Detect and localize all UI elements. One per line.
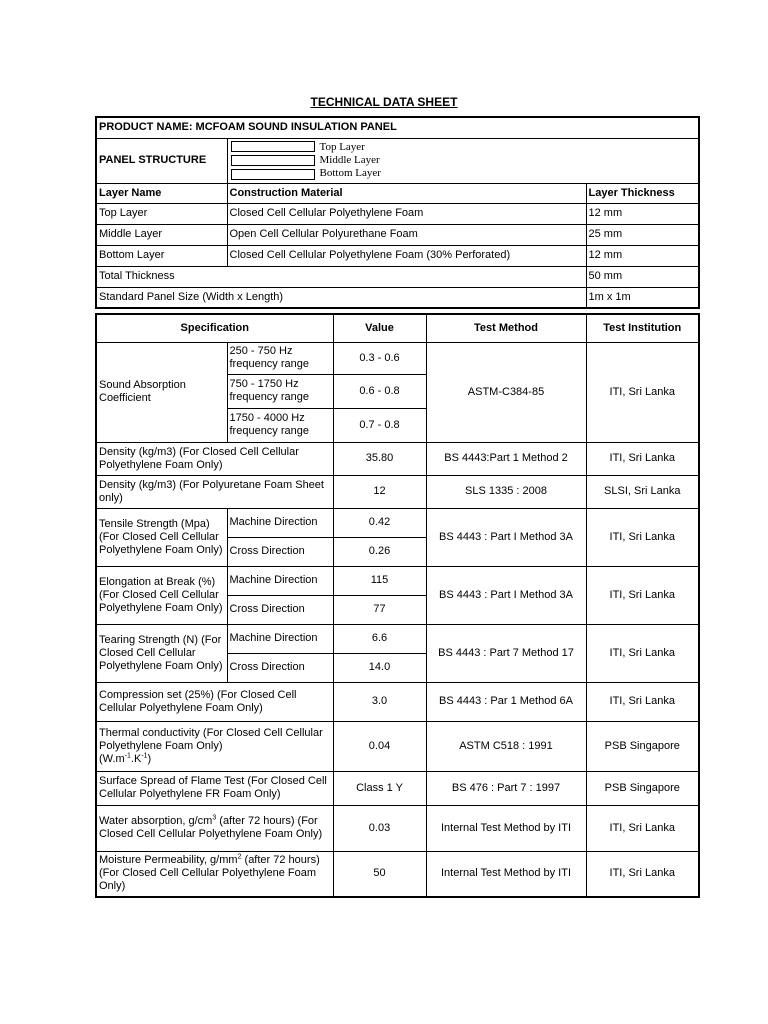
total-thickness-label: Total Thickness xyxy=(96,266,586,287)
spec-test-method: BS 4443 : Par 1 Method 6A xyxy=(426,682,586,721)
spec-test-institution: PSB Singapore xyxy=(586,721,699,771)
tearing-strength-label: Tearing Strength (N) (For Closed Cell Cellular Polyethylene Foam Only) xyxy=(96,624,227,682)
layer-name: Top Layer xyxy=(96,203,227,224)
spec-value: 12 xyxy=(333,475,426,508)
layer-thickness: 12 mm xyxy=(586,245,699,266)
spec-value: 35.80 xyxy=(333,442,426,475)
specification-table xyxy=(95,313,700,898)
spec-test-method: ASTM C518 : 1991 xyxy=(426,721,586,771)
table-row xyxy=(96,475,699,508)
spec-label: Density (kg/m3) (For Closed Cell Cellular Polyethylene Foam Only) xyxy=(96,442,333,475)
header-test-institution: Test Institution xyxy=(586,314,699,342)
spec-label: Water absorption, $g/cm^3$ (after 72 hours) (For Closed Cell Cellular Polyethylene Foam Only) xyxy=(96,805,333,851)
spec-test-method: BS 4443 : Part 7 Method 17 xyxy=(426,624,586,682)
panel-structure-legend xyxy=(228,139,699,183)
frequency-range: 1750 - 4000 Hz frequency range xyxy=(227,408,333,442)
spec-value: 50 xyxy=(333,851,426,897)
table-row xyxy=(96,203,699,224)
cross-direction-label: Cross Direction xyxy=(227,595,333,624)
thermal-unit: $(W.m^{-1}.K^{-1})$ xyxy=(99,751,152,765)
tensile-strength-label: Tensile Strength (Mpa) (For Closed Cell Cellular Polyethylene Foam Only) xyxy=(96,508,227,566)
layer-material: Open Cell Cellular Polyurethane Foam xyxy=(227,224,586,245)
spec-test-method: BS 4443:Part 1 Method 2 xyxy=(426,442,586,475)
total-thickness-value: 50 mm xyxy=(586,266,699,287)
table-row xyxy=(96,851,699,897)
spec-test-institution: ITI, Sri Lanka xyxy=(586,851,699,897)
spec-test-method: BS 4443 : Part I Method 3A xyxy=(426,508,586,566)
spec-label xyxy=(96,721,333,771)
machine-direction-value: 0.42 xyxy=(333,508,426,537)
legend-middle-layer: Middle Layer xyxy=(319,153,380,166)
table-row xyxy=(96,245,699,266)
elongation-label: Elongation at Break (%) (For Closed Cell Cellular Polyethylene Foam Only) xyxy=(96,566,227,624)
layer-thickness: 25 mm xyxy=(586,224,699,245)
table-row xyxy=(96,805,699,851)
spec-test-method: SLS 1335 : 2008 xyxy=(426,475,586,508)
header-test-method: Test Method xyxy=(426,314,586,342)
table-row xyxy=(96,224,699,245)
header-layer-thickness: Layer Thickness xyxy=(586,183,699,203)
spec-test-method: BS 4443 : Part I Method 3A xyxy=(426,566,586,624)
spec-label: Surface Spread of Flame Test (For Closed Cell Cellular Polyethylene FR Foam Only) xyxy=(96,771,333,805)
spec-test-institution: ITI, Sri Lanka xyxy=(586,682,699,721)
spec-value: 0.03 xyxy=(333,805,426,851)
panel-structure-label: PANEL STRUCTURE xyxy=(96,138,227,183)
middle-layer-swatch xyxy=(231,155,315,166)
machine-direction-value: 115 xyxy=(333,566,426,595)
machine-direction-value: 6.6 xyxy=(333,624,426,653)
thermal-label: Thermal conductivity (For Closed Cell Cellular Polyethylene Foam Only) xyxy=(99,726,323,752)
frequency-range: 750 - 1750 Hz frequency range xyxy=(227,374,333,408)
cross-direction-label: Cross Direction xyxy=(227,537,333,566)
cross-direction-value: 14.0 xyxy=(333,653,426,682)
layer-material: Closed Cell Cellular Polyethylene Foam (30% Perforated) xyxy=(227,245,586,266)
spec-test-method: BS 476 : Part 7 : 1997 xyxy=(426,771,586,805)
spec-test-institution: SLSI, Sri Lanka xyxy=(586,475,699,508)
sound-test-method: ASTM-C384-85 xyxy=(426,342,586,442)
spec-label: Compression set (25%) (For Closed Cell Cellular Polyethylene Foam Only) xyxy=(96,682,333,721)
machine-direction-label: Machine Direction xyxy=(227,508,333,537)
legend-bottom-layer: Bottom Layer xyxy=(319,166,381,179)
header-construction-material: Construction Material xyxy=(227,183,586,203)
sound-value: 0.3 - 0.6 xyxy=(333,342,426,374)
product-table xyxy=(95,116,700,309)
spec-label: Moisture Permeability, $g/mm^2$ (after 72 hours) (For Closed Cell Cellular Polyethylene Foam Only) xyxy=(96,851,333,897)
header-value: Value xyxy=(333,314,426,342)
table-row xyxy=(96,442,699,475)
sound-value: 0.6 - 0.8 xyxy=(333,374,426,408)
layer-name: Bottom Layer xyxy=(96,245,227,266)
layer-thickness: 12 mm xyxy=(586,203,699,224)
panel-size-label: Standard Panel Size (Width x Length) xyxy=(96,287,586,308)
spec-label: Density (kg/m3) (For Polyuretane Foam Sheet only) xyxy=(96,475,333,508)
product-name: PRODUCT NAME: MCFOAM SOUND INSULATION PANEL xyxy=(96,117,699,138)
sound-absorption-label: Sound Absorption Coefficient xyxy=(96,342,227,442)
legend-top-layer: Top Layer xyxy=(319,140,365,153)
spec-value: Class 1 Y xyxy=(333,771,426,805)
top-layer-swatch xyxy=(231,141,315,152)
table-row xyxy=(96,721,699,771)
panel-size-value: 1m x 1m xyxy=(586,287,699,308)
bottom-layer-swatch xyxy=(231,169,315,180)
document-title: TECHNICAL DATA SHEET xyxy=(310,95,458,109)
header-specification: Specification xyxy=(96,314,333,342)
machine-direction-label: Machine Direction xyxy=(227,566,333,595)
spec-test-method: Internal Test Method by ITI xyxy=(426,805,586,851)
frequency-range: 250 - 750 Hz frequency range xyxy=(227,342,333,374)
sound-test-institution: ITI, Sri Lanka xyxy=(586,342,699,442)
sound-value: 0.7 - 0.8 xyxy=(333,408,426,442)
table-row xyxy=(96,682,699,721)
machine-direction-label: Machine Direction xyxy=(227,624,333,653)
spec-test-institution: ITI, Sri Lanka xyxy=(586,442,699,475)
cross-direction-label: Cross Direction xyxy=(227,653,333,682)
table-row xyxy=(96,771,699,805)
layer-material: Closed Cell Cellular Polyethylene Foam xyxy=(227,203,586,224)
spec-test-institution: ITI, Sri Lanka xyxy=(586,566,699,624)
spec-test-institution: ITI, Sri Lanka xyxy=(586,805,699,851)
spec-test-institution: ITI, Sri Lanka xyxy=(586,508,699,566)
spec-value: 3.0 xyxy=(333,682,426,721)
cross-direction-value: 77 xyxy=(333,595,426,624)
header-layer-name: Layer Name xyxy=(96,183,227,203)
spec-test-method: Internal Test Method by ITI xyxy=(426,851,586,897)
cross-direction-value: 0.26 xyxy=(333,537,426,566)
spec-test-institution: ITI, Sri Lanka xyxy=(586,624,699,682)
spec-test-institution: PSB Singapore xyxy=(586,771,699,805)
spec-value: 0.04 xyxy=(333,721,426,771)
layer-name: Middle Layer xyxy=(96,224,227,245)
